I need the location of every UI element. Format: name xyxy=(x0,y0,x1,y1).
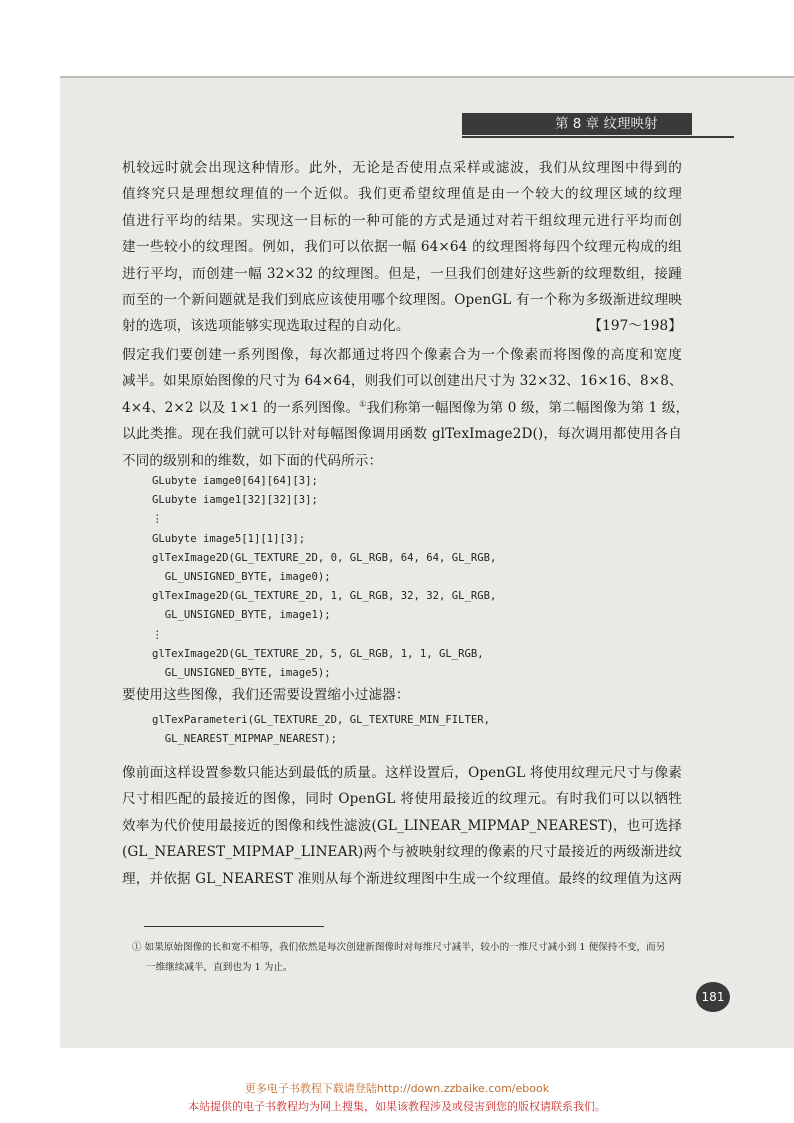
chapter-title: 第 8 章 纹理映射 xyxy=(555,116,658,132)
text-line xyxy=(122,313,682,339)
code-block-2 xyxy=(152,711,622,749)
footnote-line: ① 如果原始图像的长和宽不相等，我们依然是每次创建新图像时对每维尺寸减半，较小的一维尺寸减小到 1 便保持不变，而另 xyxy=(132,942,666,953)
code-line: glTexImage2D(GL_TEXTURE_2D, 1, GL_RGB, 32, 32, GL_RGB, xyxy=(152,590,497,603)
page-reference: 【197～198】 xyxy=(588,318,682,335)
code-line: GL_NEAREST_MIPMAP_NEAREST); xyxy=(152,733,337,746)
chapter-header-bar xyxy=(462,113,692,135)
footnote-marker: ① xyxy=(359,399,367,409)
footnote xyxy=(132,938,682,978)
text-line-content: 射的选项，该选项能够实现选取过程的自动化。 xyxy=(122,318,410,335)
paragraph-3 xyxy=(122,682,682,708)
page-edge-line xyxy=(60,76,794,78)
text-line: 效率为代价使用最接近的图像和线性滤波(GL_LINEAR_MIPMAP_NEAREST)，也可选择 xyxy=(122,817,682,834)
header-rule xyxy=(462,136,734,138)
code-line: glTexImage2D(GL_TEXTURE_2D, 0, GL_RGB, 64, 64, GL_RGB, xyxy=(152,551,497,564)
text-line: 以此类推。现在我们就可以针对每幅图像调用函数 glTexImage2D()，每次调用都使用各自 xyxy=(122,426,682,443)
code-line: ⋮ xyxy=(152,628,163,641)
text-line: 不同的级别和的维数，如下面的代码所示： xyxy=(122,452,383,469)
paragraph-1 xyxy=(122,155,682,340)
code-line: glTexParameteri(GL_TEXTURE_2D, GL_TEXTURE_MIN_FILTER, xyxy=(152,714,491,726)
text-line: 假定我们要创建一系列图像，每次都通过将四个像素合为一个像素而将图像的高度和宽度 xyxy=(122,347,682,363)
paragraph-2 xyxy=(122,342,690,474)
footer-download-link[interactable]: 更多电子书教程下载请登陆http://down.zzbaike.com/ebook xyxy=(244,1082,550,1095)
code-line: GLubyte image5[1][1][3]; xyxy=(152,532,306,545)
text-line: 要使用这些图像，我们还需要设置缩小过滤器： xyxy=(122,687,410,703)
text-line: 理，并依据 GL_NEAREST 准则从每个渐进纹理图中生成一个纹理值。最终的纹理值为这两 xyxy=(122,870,682,887)
page-number: 181 xyxy=(696,982,730,1012)
footnote-divider xyxy=(144,926,324,927)
paragraph-4 xyxy=(122,760,682,892)
code-line: glTexImage2D(GL_TEXTURE_2D, 5, GL_RGB, 1, 1, GL_RGB, xyxy=(152,647,484,660)
text-line: 减半。如果原始图像的尺寸为 64×64，则我们可以创建出尺寸为 32×32、16×16、8×8、 xyxy=(122,373,683,390)
code-line: GLubyte iamge1[32][32][3]; xyxy=(152,494,318,507)
code-line: GL_UNSIGNED_BYTE, image5); xyxy=(152,667,331,680)
text-line: 机较远时就会出现这种情形。此外，无论是否使用点采样或滤波，我们从纹理图中得到的 xyxy=(122,160,682,176)
code-line: GL_UNSIGNED_BYTE, image1); xyxy=(152,609,331,622)
code-line: GLubyte iamge0[64][64][3]; xyxy=(152,475,318,487)
text-line: 建一些较小的纹理图。例如，我们可以依据一幅 64×64 的纹理图将每四个纹理元构成的组 xyxy=(122,239,682,256)
text-line xyxy=(122,395,690,421)
text-line: 值终究只是理想纹理值的一个近似。我们更希望纹理值是由一个较大的纹理区域的纹理 xyxy=(122,186,682,203)
text-line: (GL_NEAREST_MIPMAP_LINEAR)两个与被映射纹理的像素的尺寸最接近的两级渐进纹 xyxy=(122,844,682,861)
code-block-1 xyxy=(152,472,622,683)
text-line: 像前面这样设置参数只能达到最低的质量。这样设置后，OpenGL 将使用纹理元尺寸与像素 xyxy=(122,765,682,781)
text-line-content: 我们称第一幅图像为第 0 级，第二幅图像为第 1 级， xyxy=(366,399,690,416)
text-line: 尺寸相匹配的最接近的图像，同时 OpenGL 将使用最接近的纹理元。有时我们可以以牺牲 xyxy=(122,791,682,808)
text-line: 进行平均，而创建一幅 32×32 的纹理图。但是，一旦我们创建好这些新的纹理数组，接踵 xyxy=(122,265,682,282)
footnote-line: 一维继续减半，直到也为 1 为止。 xyxy=(146,962,293,973)
text-line-content: 4×4、2×2 以及 1×1 的一系列图像。 xyxy=(122,399,360,416)
text-line: 而至的一个新问题就是我们到底应该使用哪个纹理图。OpenGL 有一个称为多级渐进纹理映 xyxy=(122,292,682,309)
text-line: 值进行平均的结果。实现这一目标的一种可能的方式是通过对若干组纹理元进行平均而创 xyxy=(122,212,682,229)
code-line: GL_UNSIGNED_BYTE, image0); xyxy=(152,571,331,584)
code-line: ⋮ xyxy=(152,513,163,526)
footer-disclaimer: 本站提供的电子书教程均为网上搜集，如果该教程涉及或侵害到您的版权请联系我们。 xyxy=(188,1100,606,1113)
